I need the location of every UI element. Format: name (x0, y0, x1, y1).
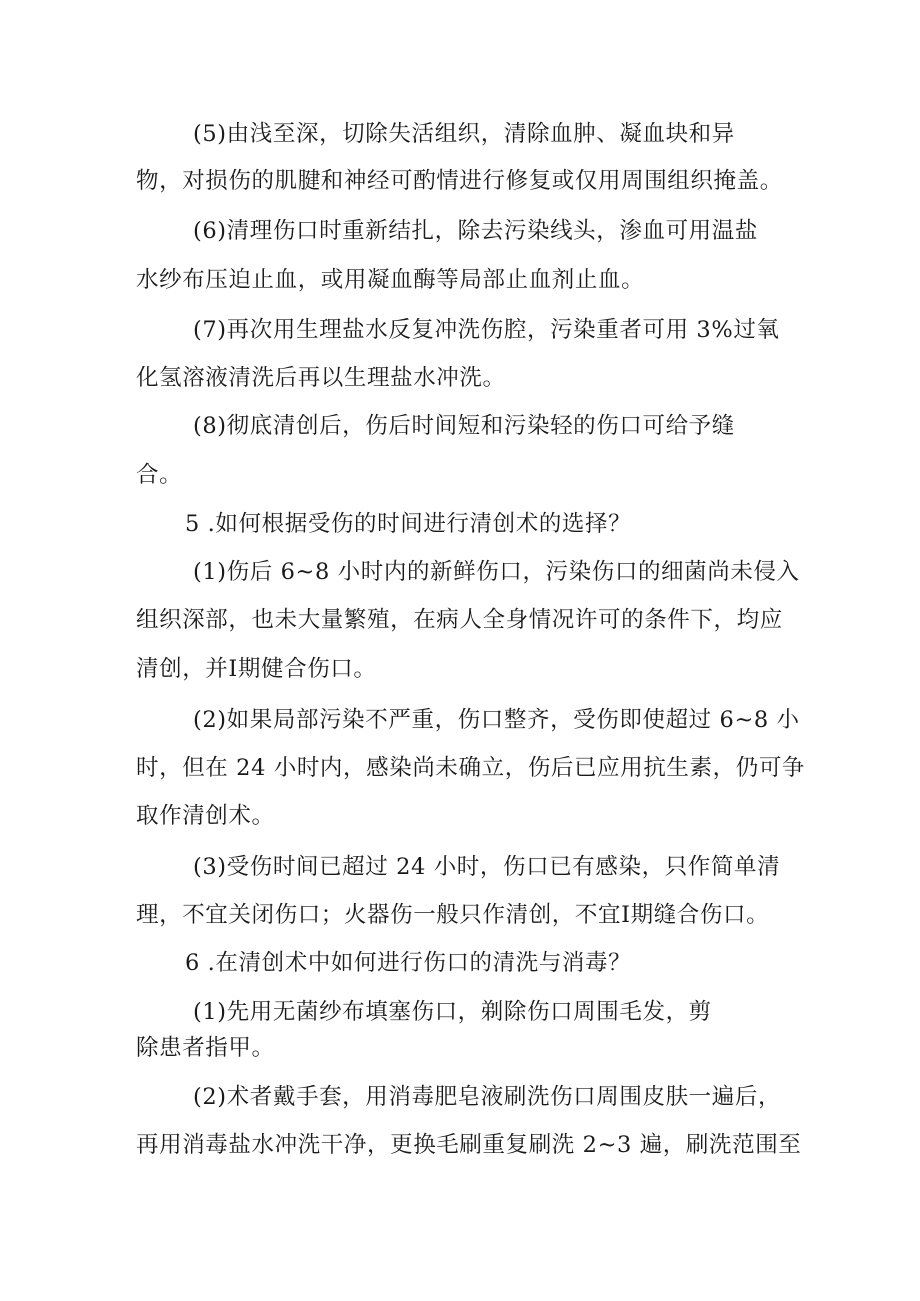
q6-item-2-line-1: (2)术者戴手套，用消毒肥皂液刷洗伤口周围皮肤一遍后， (193, 1084, 782, 1110)
q6-item-2-line-2: 再用消毒盐水冲洗干净，更换毛刷重复刷洗 2~3 遍，刷洗范围至 (136, 1132, 802, 1158)
q5-item-1-line-2: 组织深部，也未大量繁殖，在病人全身情况许可的条件下，均应 (136, 607, 783, 633)
paragraph-7-line-1: (7)再次用生理盐水反复冲洗伤腔，污染重者可用 3%过氧 (193, 317, 780, 343)
q5-item-2-line-2: 时，但在 24 小时内，感染尚未确立，伤后已应用抗生素，仍可争 (136, 755, 806, 781)
question-6-heading: 6 .在清创术中如何进行伤口的清洗与消毒？ (185, 950, 632, 976)
q5-item-1-line-1: (1)伤后 6~8 小时内的新鲜伤口，污染伤口的细菌尚未侵入 (193, 559, 800, 585)
paragraph-8-line-2: 合。 (136, 462, 183, 488)
paragraph-5-line-1: (5)由浅至深，切除失活组织，清除血肿、凝血块和异 (193, 121, 735, 147)
paragraph-8-line-1: (8)彻底清创后，伤后时间短和污染轻的伤口可给予缝 (193, 413, 735, 439)
paragraph-6-line-1: (6)清理伤口时重新结扎，除去污染线头，渗血可用温盐 (193, 218, 758, 244)
q5-item-1-line-3: 清创，并Ⅰ期健合伤口。 (136, 656, 377, 682)
q5-item-2-line-1: (2)如果局部污染不严重，伤口整齐，受伤即使超过 6~8 小 (193, 707, 800, 733)
q5-item-3-line-1: (3)受伤时间已超过 24 小时，伤口已有感染，只作简单清 (193, 854, 781, 880)
q6-item-1-line-2: 除患者指甲。 (136, 1035, 275, 1061)
paragraph-7-line-2: 化氢溶液清洗后再以生理盐水冲洗。 (136, 365, 506, 391)
q6-item-1-line-1: (1)先用无菌纱布填塞伤口，剃除伤口周围毛发，剪 (193, 999, 712, 1025)
q5-item-2-line-3: 取作清创术。 (136, 803, 275, 829)
question-5-heading: 5 .如何根据受伤的时间进行清创术的选择？ (185, 511, 632, 537)
q5-item-3-line-2: 理，不宜关闭伤口；火器伤一般只作清创，不宜Ⅰ期缝合伤口。 (136, 902, 770, 928)
paragraph-6-line-2: 水纱布压迫止血，或用凝血酶等局部止血剂止血。 (136, 267, 645, 293)
paragraph-5-line-2: 物，对损伤的肌腱和神经可酌情进行修复或仅用周围组织掩盖。 (136, 168, 783, 194)
